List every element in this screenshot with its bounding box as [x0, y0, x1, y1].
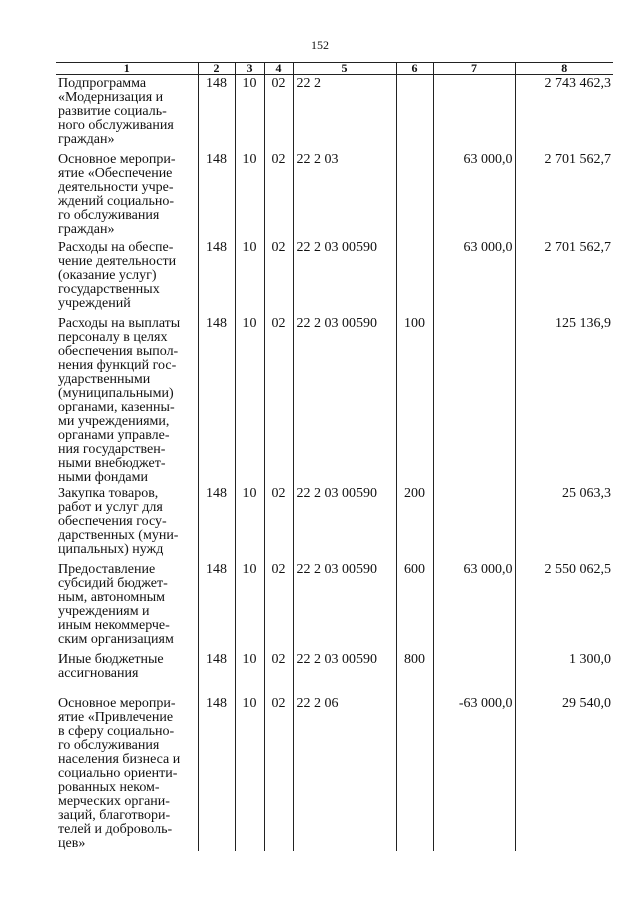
row-name-line: ударственными	[58, 371, 151, 387]
cell-chapter: 148	[198, 151, 235, 239]
cell-subsection: 02	[264, 151, 293, 239]
row-name-line: государственных	[58, 281, 160, 297]
row-name-line: мерческих органи-	[58, 793, 170, 809]
row-name-line: (муниципальными)	[58, 385, 174, 401]
cell-section: 10	[235, 239, 264, 315]
cell-chapter: 148	[198, 315, 235, 485]
header-col-6: 6	[396, 63, 433, 75]
row-name-line: обеспечения госу-	[58, 513, 167, 529]
row-name-line: Расходы на выплаты	[58, 315, 181, 331]
cell-subsection: 02	[264, 239, 293, 315]
row-name-line: Предоставление	[58, 561, 156, 577]
header-col-7: 7	[433, 63, 515, 75]
cell-target-article: 22 2 03 00590	[293, 485, 396, 561]
row-name-line: дарственных (муни-	[58, 527, 179, 543]
cell-change-amount	[433, 651, 515, 695]
row-name-line: Иные бюджетные	[58, 651, 164, 667]
header-col-2: 2	[198, 63, 235, 75]
cell-section: 10	[235, 151, 264, 239]
cell-expense-type	[396, 75, 433, 151]
row-name-line: развитие социаль-	[58, 104, 167, 119]
cell-change-amount	[433, 315, 515, 485]
header-col-4: 4	[264, 63, 293, 75]
row-name-line: го обслуживания	[58, 207, 160, 223]
cell-subsection: 02	[264, 561, 293, 651]
cell-chapter: 148	[198, 695, 235, 851]
cell-expense-type	[396, 695, 433, 851]
table-row	[56, 75, 613, 151]
row-name	[56, 75, 198, 151]
table-row	[56, 651, 613, 695]
row-name-line: ждений социально-	[58, 193, 175, 209]
row-name-line: органами, казенны-	[58, 399, 175, 415]
row-name-line: персоналу в целях	[58, 329, 168, 345]
row-name-line: учреждениям и	[58, 603, 150, 619]
row-name-line: в сферу социально-	[58, 723, 175, 739]
cell-expense-type: 600	[396, 561, 433, 651]
row-name-line: Закупка товаров,	[58, 485, 159, 501]
header-col-5: 5	[293, 63, 396, 75]
cell-target-article: 22 2 03	[293, 151, 396, 239]
row-name-line: населения бизнеса и	[58, 751, 181, 767]
cell-total-amount: 2 743 462,3	[515, 75, 613, 151]
row-name-line: ния государствен-	[58, 441, 166, 457]
row-name-line: Основное меропри-	[58, 695, 176, 711]
row-name	[56, 485, 198, 561]
cell-target-article: 22 2 06	[293, 695, 396, 851]
cell-chapter: 148	[198, 485, 235, 561]
page-number: 152	[311, 38, 329, 52]
row-name-line: граждан»	[58, 221, 115, 237]
row-name-line: ми учреждениями,	[58, 413, 170, 429]
cell-total-amount: 2 701 562,7	[515, 239, 613, 315]
cell-target-article: 22 2 03 00590	[293, 561, 396, 651]
cell-section: 10	[235, 485, 264, 561]
row-name-line: го обслуживания	[58, 737, 160, 753]
cell-section: 10	[235, 315, 264, 485]
cell-change-amount: -63 000,0	[433, 695, 515, 851]
budget-table	[56, 62, 613, 851]
cell-expense-type	[396, 239, 433, 315]
cell-section: 10	[235, 75, 264, 151]
cell-section: 10	[235, 651, 264, 695]
cell-change-amount: 63 000,0	[433, 151, 515, 239]
row-name-line: субсидий бюджет-	[58, 575, 168, 591]
row-name-line: социально ориенти-	[58, 765, 178, 781]
row-name-line: обеспечения выпол-	[58, 343, 179, 359]
row-name-line: нения функций гос-	[58, 357, 177, 373]
row-name-line: ятие «Обеспечение	[58, 165, 173, 181]
row-name	[56, 239, 198, 315]
row-name-line: ятие «Привлечение	[58, 709, 174, 725]
row-name-line: телей и доброволь-	[58, 821, 173, 837]
table-row	[56, 485, 613, 561]
cell-subsection: 02	[264, 75, 293, 151]
row-name-line: (оказание услуг)	[58, 267, 157, 283]
row-name	[56, 561, 198, 651]
row-name-line: Основное меропри-	[58, 151, 176, 167]
row-name-line: Подпрограмма	[58, 76, 147, 91]
cell-subsection: 02	[264, 651, 293, 695]
cell-total-amount: 2 701 562,7	[515, 151, 613, 239]
row-name-line: «Модернизация и	[58, 90, 164, 105]
row-name-line: органами управле-	[58, 427, 170, 443]
row-name-line: ными внебюджет-	[58, 455, 166, 471]
cell-change-amount: 63 000,0	[433, 239, 515, 315]
table-row	[56, 151, 613, 239]
cell-subsection: 02	[264, 485, 293, 561]
row-name	[56, 695, 198, 851]
cell-total-amount: 1 300,0	[515, 651, 613, 695]
row-name-line: работ и услуг для	[58, 499, 163, 515]
cell-change-amount: 63 000,0	[433, 561, 515, 651]
row-name-line: ными фондами	[58, 469, 149, 485]
header-col-3: 3	[235, 63, 264, 75]
cell-target-article: 22 2 03 00590	[293, 239, 396, 315]
cell-chapter: 148	[198, 561, 235, 651]
row-name-line: учреждений	[58, 295, 131, 311]
cell-target-article: 22 2 03 00590	[293, 315, 396, 485]
cell-expense-type: 100	[396, 315, 433, 485]
row-name-line: ским организациям	[58, 631, 174, 647]
row-name	[56, 151, 198, 239]
cell-total-amount: 2 550 062,5	[515, 561, 613, 651]
cell-expense-type: 800	[396, 651, 433, 695]
cell-chapter: 148	[198, 651, 235, 695]
cell-total-amount: 125 136,9	[515, 315, 613, 485]
cell-target-article: 22 2 03 00590	[293, 651, 396, 695]
row-name-line: ассигнования	[58, 665, 139, 681]
row-name-line: чение деятельности	[58, 253, 177, 269]
cell-expense-type: 200	[396, 485, 433, 561]
row-name	[56, 315, 198, 485]
cell-expense-type	[396, 151, 433, 239]
table-row	[56, 315, 613, 485]
cell-change-amount	[433, 75, 515, 151]
row-name-line: заций, благотвори-	[58, 807, 171, 823]
cell-total-amount: 25 063,3	[515, 485, 613, 561]
row-name-line: ного обслуживания	[58, 118, 174, 133]
row-name-line: иным некоммерче-	[58, 617, 170, 633]
cell-chapter: 148	[198, 239, 235, 315]
cell-section: 10	[235, 561, 264, 651]
row-name-line: рованных неком-	[58, 779, 160, 795]
cell-total-amount: 29 540,0	[515, 695, 613, 851]
row-name-line: ципальных) нужд	[58, 541, 164, 557]
table-row	[56, 239, 613, 315]
cell-chapter: 148	[198, 75, 235, 151]
table-row	[56, 561, 613, 651]
cell-change-amount	[433, 485, 515, 561]
cell-section: 10	[235, 695, 264, 851]
cell-subsection: 02	[264, 315, 293, 485]
row-name-line: цев»	[58, 835, 86, 851]
row-name	[56, 651, 198, 695]
header-row	[56, 63, 613, 75]
cell-target-article: 22 2	[293, 75, 396, 151]
row-name-line: ным, автономным	[58, 589, 166, 605]
header-col-8: 8	[515, 63, 613, 75]
row-name-line: граждан»	[58, 132, 115, 147]
table-row	[56, 695, 613, 851]
header-col-1: 1	[56, 63, 198, 75]
row-name-line: деятельности учре-	[58, 179, 174, 195]
row-name-line: Расходы на обеспе-	[58, 239, 174, 255]
cell-subsection: 02	[264, 695, 293, 851]
